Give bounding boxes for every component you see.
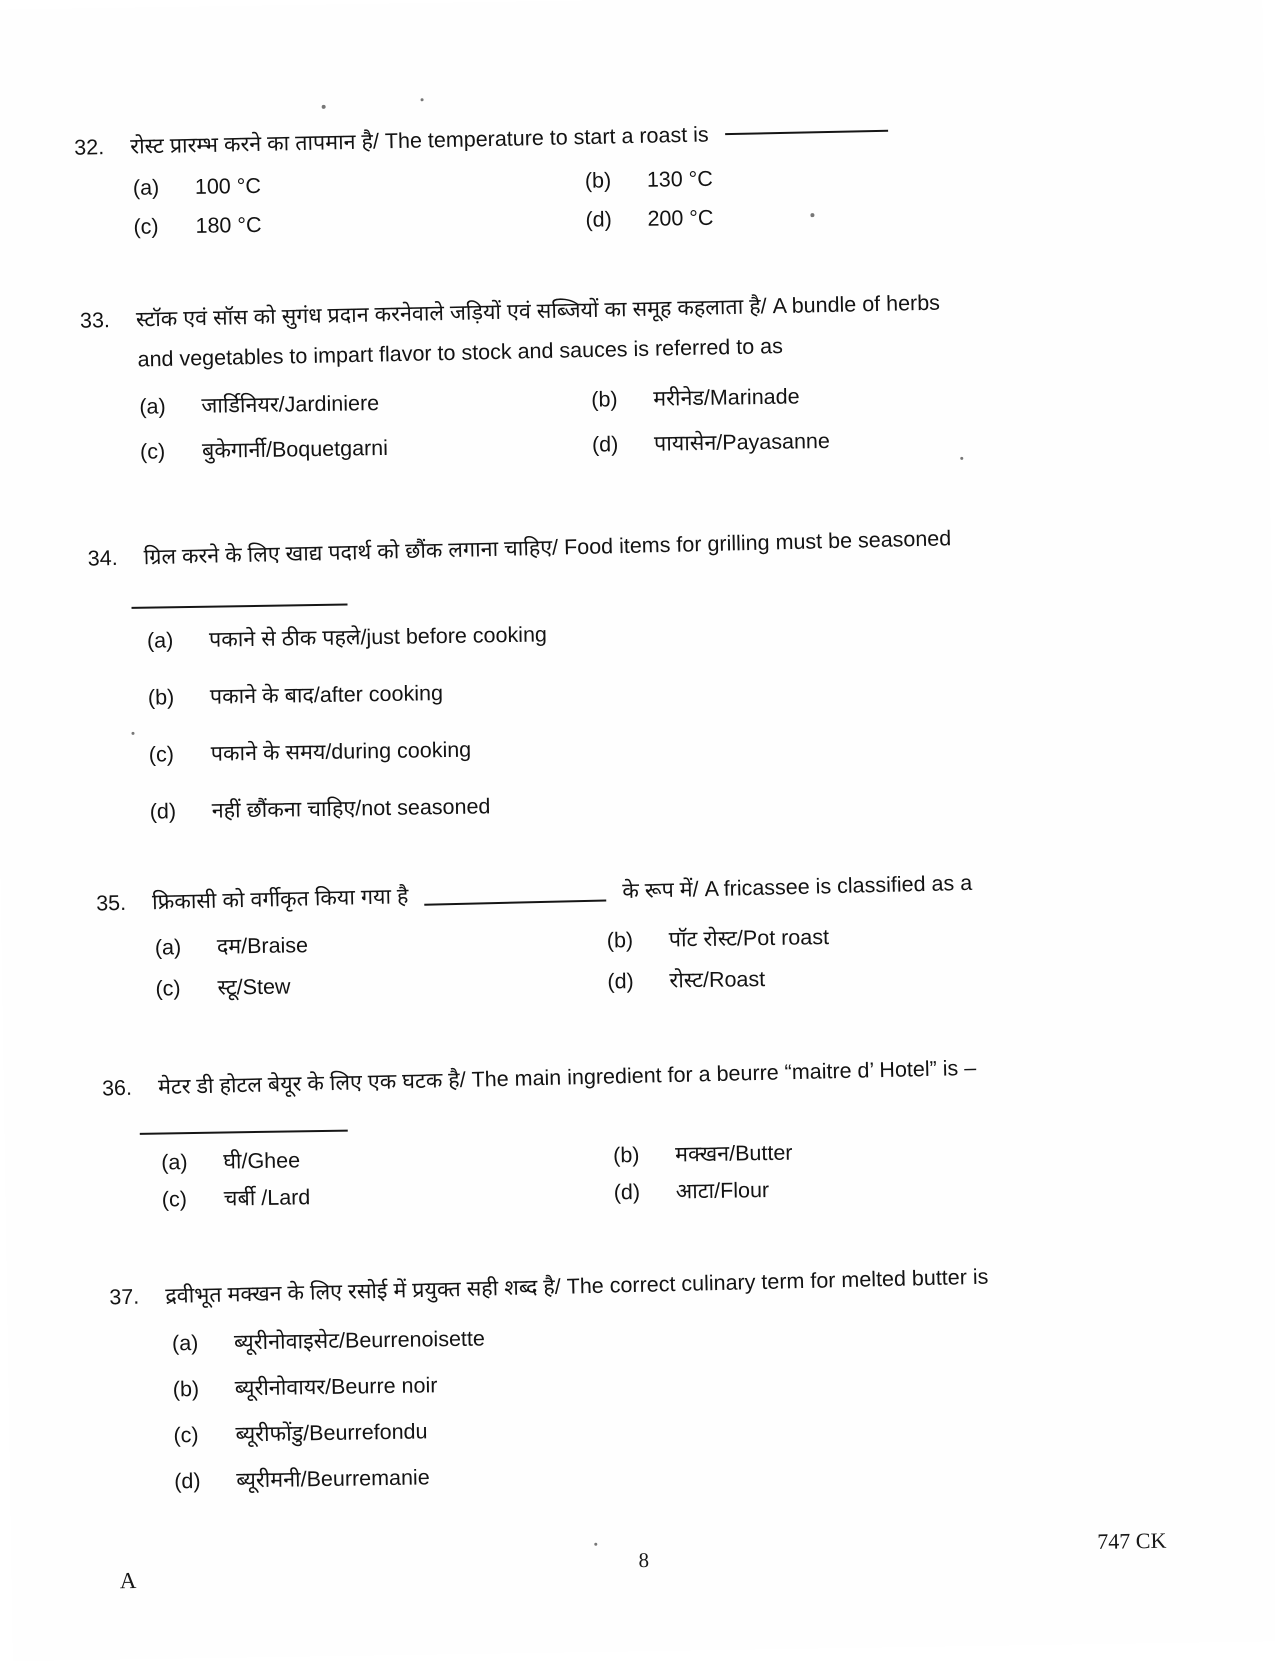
option-label: (c) <box>155 976 181 1001</box>
option-text: ब्यूरीनोवायर/Beurre noir <box>234 1373 438 1401</box>
question-number: 33. <box>79 308 111 333</box>
blank-line <box>140 1130 348 1135</box>
question-32-line <box>74 107 1194 164</box>
option-label: (d) <box>591 432 619 457</box>
option-label: (d) <box>174 1468 201 1494</box>
option-c <box>133 204 585 244</box>
question-number: 34. <box>87 545 118 571</box>
option-c <box>162 1176 614 1216</box>
option-a <box>155 924 607 964</box>
question-35-line <box>96 860 1216 920</box>
question-36-options <box>103 1130 1234 1218</box>
option-text: स्टू/Stew <box>217 974 291 1000</box>
question-36 <box>102 1054 1234 1218</box>
option-label: (c) <box>173 1422 199 1448</box>
option-b <box>613 1130 1233 1173</box>
question-32-options <box>75 155 1196 245</box>
option-b <box>173 1357 1241 1407</box>
question-35-options <box>97 915 1218 1007</box>
option-d <box>592 419 1202 462</box>
question-37-line <box>109 1254 1239 1315</box>
option-label: (b) <box>591 387 618 412</box>
option-text: ब्यूरीनोवाइसेट/Beurrenoisette <box>233 1326 486 1355</box>
option-label: (a) <box>139 394 166 419</box>
option-label: (a) <box>132 175 160 200</box>
option-a <box>139 384 591 424</box>
booklet-code: 747 CK <box>1097 1527 1167 1554</box>
option-label: (a) <box>161 1150 188 1175</box>
question-text-after-blank: के रूप में/ A fricassee is classified as a <box>622 870 973 904</box>
scan-artifact-dot <box>960 457 963 460</box>
question-33 <box>80 286 1202 470</box>
option-text: मरीनेड/Marinade <box>653 384 800 411</box>
blank-line <box>425 899 607 905</box>
option-d <box>614 1167 1234 1210</box>
question-35 <box>96 869 1218 1007</box>
option-text: पायासेन/Payasanne <box>653 428 831 456</box>
option-b <box>148 665 1220 715</box>
option-b <box>585 155 1195 198</box>
blank-line <box>132 604 348 609</box>
option-label: (d) <box>149 799 177 824</box>
option-text: पॉट रोस्ट/Pot roast <box>668 925 830 952</box>
option-a <box>172 1311 1240 1361</box>
option-label: (d) <box>607 969 634 994</box>
option-label: (b) <box>612 1143 640 1168</box>
scan-artifact-dot <box>421 98 424 101</box>
page-number: 8 <box>638 1547 650 1573</box>
question-34-line <box>87 515 1217 576</box>
option-d <box>585 194 1195 237</box>
option-text: पकाने के समय/during cooking <box>210 737 472 766</box>
question-34-options <box>89 608 1222 830</box>
option-label: (d) <box>585 207 612 232</box>
option-a <box>133 165 585 205</box>
scan-artifact-dot <box>594 1543 597 1546</box>
option-text: चर्बी /Lard <box>223 1185 311 1211</box>
option-text: घी/Ghee <box>223 1148 301 1174</box>
question-number: 35. <box>95 890 127 916</box>
blank-line <box>725 130 888 135</box>
option-text: 100 °C <box>194 173 262 199</box>
question-number: 36. <box>101 1075 133 1101</box>
option-d <box>149 779 1221 829</box>
option-label: (c) <box>161 1187 188 1212</box>
option-d <box>174 1449 1242 1499</box>
option-text: 130 °C <box>646 166 714 192</box>
question-text: द्रवीभूत मक्खन के लिए रसोई में प्रयुक्त सही शब्द है/ The correct culinary term for melted butter is <box>165 1264 989 1309</box>
option-label: (b) <box>147 685 175 710</box>
option-label: (a) <box>171 1330 199 1356</box>
question-text: रोस्ट प्रारम्भ करने का तापमान है/ The temperature to start a roast is <box>130 122 709 159</box>
option-label: (a) <box>146 628 174 653</box>
question-32 <box>74 113 1196 245</box>
option-b <box>591 374 1201 417</box>
option-c <box>149 722 1221 772</box>
option-text: 180 °C <box>195 212 262 238</box>
option-label: (c) <box>133 214 159 239</box>
option-text: पकाने के बाद/after cooking <box>209 681 444 709</box>
option-c <box>173 1403 1241 1453</box>
option-c <box>140 429 592 469</box>
question-37-options <box>110 1311 1243 1500</box>
option-label: (a) <box>154 935 182 960</box>
option-text: दम/Braise <box>216 933 309 959</box>
option-label: (d) <box>613 1180 641 1205</box>
option-text: नहीं छौंकना चाहिए/not seasoned <box>211 794 491 823</box>
option-label: (c) <box>148 742 175 767</box>
option-text: जार्डिनियर/Jardiniere <box>201 391 380 418</box>
option-label: (b) <box>584 168 612 193</box>
question-37 <box>109 1263 1242 1500</box>
option-text: ब्यूरीफोंडु/Beurrefondu <box>235 1419 428 1447</box>
question-36-line <box>102 1045 1232 1106</box>
option-label: (b) <box>172 1376 200 1402</box>
question-text: ग्रिल करने के लिए खाद्य पदार्थ को छौंक लगाना चाहिए/ Food items for grilling must be seasoned <box>143 526 952 570</box>
question-number: 37. <box>109 1284 140 1310</box>
option-text: मक्खन/Butter <box>674 1140 793 1167</box>
option-text: रोस्ट/Roast <box>669 967 766 993</box>
option-c <box>155 965 607 1005</box>
option-text: आटा/Flour <box>675 1177 770 1204</box>
question-text-line2: and vegetables to impart flavor to stock and sauces is referred to as <box>137 333 784 372</box>
option-label: (c) <box>139 439 166 464</box>
question-34 <box>87 524 1221 830</box>
option-d <box>607 956 1217 999</box>
scan-artifact-dot <box>322 105 326 109</box>
option-a <box>147 608 1219 658</box>
question-33-options <box>81 374 1202 470</box>
question-text: मेटर डी होटल बेयूर के लिए एक घटक है/ The main ingredient for a beurre “maitre d’ Hotel” is – <box>157 1055 977 1100</box>
option-label: (b) <box>606 928 634 953</box>
question-number: 32. <box>74 135 105 160</box>
option-text: पकाने से ठीक पहले/just before cooking <box>208 622 548 652</box>
option-b <box>607 915 1217 958</box>
question-text-before-blank: फ्रिकासी को वर्गीकृत किया गया है <box>151 884 409 915</box>
question-text-line1: स्टॉक एवं सॉस को सुगंध प्रदान करनेवाले जड़ियों एवं सब्जियों का समूह कहलाता है/ A bundle of herbs <box>135 290 941 332</box>
option-text: 200 °C <box>647 205 714 231</box>
set-code: A <box>119 1567 137 1594</box>
option-text: बुकेगार्नी/Boquetgarni <box>201 435 389 463</box>
option-text: ब्यूरीमनी/Beurremanie <box>236 1465 430 1493</box>
option-a <box>161 1139 613 1179</box>
